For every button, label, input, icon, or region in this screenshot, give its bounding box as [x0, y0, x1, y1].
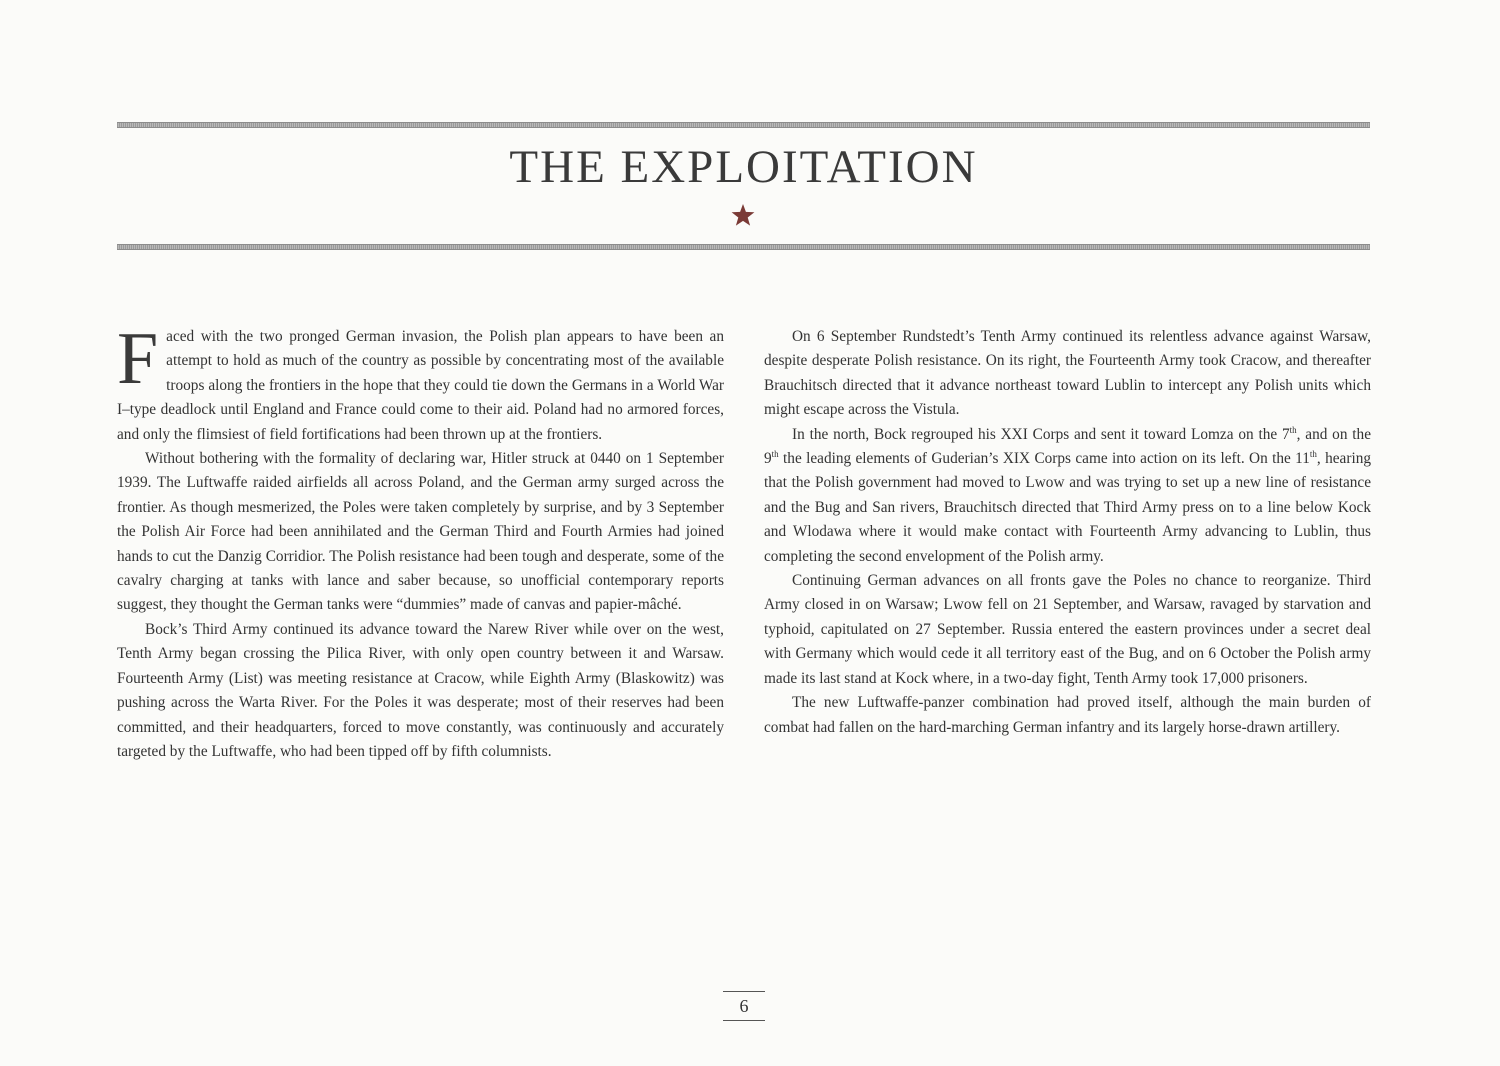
paragraph: Continuing German advances on all fronts gave the Poles no chance to reorganize. Third Army closed in on Warsaw; Lwow fell on 21 September, and Warsaw, ravaged by starvation and typhoid, capitulated on 27 September. Russia entered the eastern provinces under a secret deal with Germany which would cede it all territory east of the Bug, and on 6 October the Polish army made its last stand at Kock where, in a two-day fight, Tenth Army took 17,000 prisoners. [764, 572, 1371, 687]
paragraph: On 6 September Rundstedt’s Tenth Army continued its relentless advance against Warsaw, despite desperate Polish resistance. On its right, the Fourteenth Army took Cracow, and thereafter Brauchitsch directed that it advance northeast toward Lublin to intercept any Polish units which might escape across the Vistula. [764, 328, 1371, 419]
left-column [117, 318, 724, 764]
ordinal-suffix: th [1289, 424, 1297, 435]
bottom-rule [117, 244, 1370, 250]
text-run: , hearing that the Polish government had moved to Lwow and was trying to set up a new line of resistance and the Bug and San rivers, Brauchitsch directed that Third Army press on to a line below Kock and Wlodawa where it would make contact with Fourteenth Army advancing to Lublin, thus completing the second envelopment of the Polish army. [764, 450, 1371, 565]
paragraph [764, 423, 1371, 569]
paragraph [117, 318, 724, 447]
ordinal-suffix: th [1309, 448, 1317, 459]
ordinal-suffix: th [771, 448, 779, 459]
paragraph: Without bothering with the formality of declaring war, Hitler struck at 0440 on 1 September 1939. The Luftwaffe raided airfields all across Poland, and the German army surged across the frontier. As though mesmerized, the Poles were taken completely by surprise, and by 3 September the Polish Air Force had been annihilated and the German Third and Fourth Armies had joined hands to cut the Danzig Corridior. The Polish resistance had been tough and desperate, some of the cavalry charging at tanks with lance and saber because, so unofficial contemporary reports suggest, they thought the German tanks were “dummies” made of canvas and papier-mâché. [117, 450, 724, 614]
top-rule [117, 122, 1370, 128]
paragraph: Bock’s Third Army continued its advance toward the Narew River while over on the west, Tenth Army began crossing the Pilica River, with only open country between it and Warsaw. Fourteenth Army (List) was meeting resistance at Cracow, while Eighth Army (Blaskowitz) was pushing across the Warta River. For the Poles it was desperate; most of their reserves had been committed, and their headquarters, forced to move constantly, was continuously and accurately targeted by the Luftwaffe, who had been tipped off by fifth columnists. [117, 620, 724, 760]
right-column [764, 325, 1371, 740]
text-run: In the north, Bock regrouped his XXI Corps and sent it toward Lomza on the 7 [792, 425, 1290, 443]
page-number: 6 [723, 991, 765, 1021]
text-run: , and on the 9 [764, 425, 1371, 468]
drop-cap: F [117, 318, 159, 400]
star-shape [732, 204, 755, 226]
page-title: THE EXPLOITATION [509, 141, 978, 193]
text-run: the leading elements of Guderian’s XIX Corps came into action on its left. On the 11 [778, 450, 1310, 468]
star-icon [731, 203, 755, 227]
paragraph: The new Luftwaffe-panzer combination had proved itself, although the main burden of combat had fallen on the hard-marching German infantry and its largely horse-drawn artillery. [764, 694, 1371, 736]
paragraph-text: aced with the two pronged German invasion, the Polish plan appears to have been an attempt to hold as much of the country as possible by concentrating most of the available troops along the frontiers in the hope that they could tie down the Germans in a World War I–type deadlock until England and France could come to their aid. Poland had no armored forces, and only the flimsiest of field fortifications had been thrown up at the frontiers. [117, 328, 724, 443]
